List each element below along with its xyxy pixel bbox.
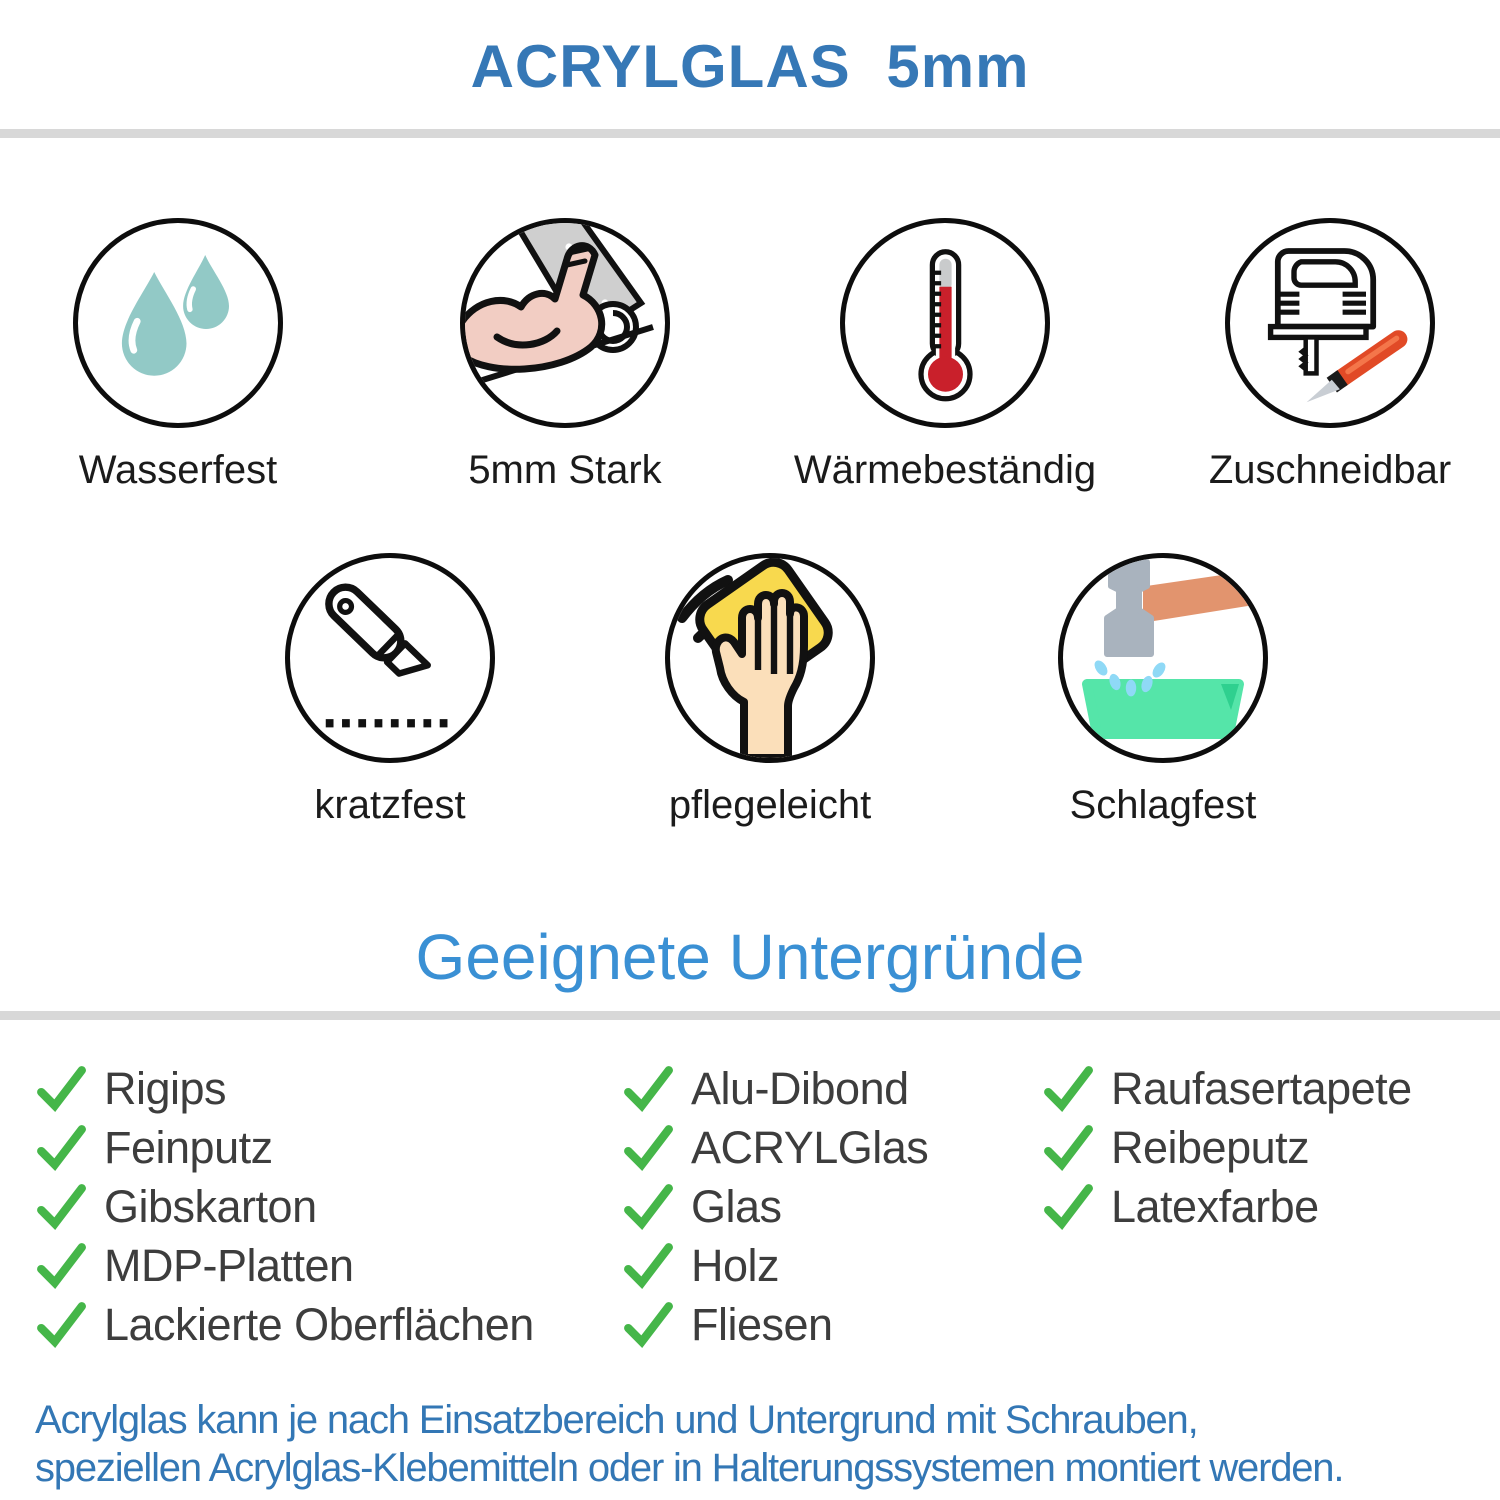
feature-label: Schlagfest <box>1069 783 1257 827</box>
check-icon <box>35 1181 87 1233</box>
list-item-label: Fliesen <box>691 1298 833 1350</box>
jigsaw-cutter-icon <box>1225 218 1435 428</box>
feature-label: Zuschneidbar <box>1208 448 1452 492</box>
check-icon <box>1042 1063 1094 1115</box>
hammer-impact-icon <box>1058 553 1268 763</box>
list-item-label: Gibskarton <box>104 1180 317 1232</box>
utility-knife-icon <box>285 553 495 763</box>
substrates-column-1 <box>35 1062 534 1361</box>
feature-label: pflegeleicht <box>668 783 872 827</box>
substrates-column-2 <box>622 1062 929 1361</box>
list-item-label: Feinputz <box>104 1121 273 1173</box>
list-item <box>622 1239 928 1291</box>
page-title: ACRYLGLAS 5mm <box>470 33 1030 100</box>
list-item-label: Glas <box>691 1180 782 1232</box>
divider-middle <box>0 1011 1500 1020</box>
list-item-label: MDP-Platten <box>104 1239 354 1291</box>
check-icon <box>622 1063 674 1115</box>
list-item <box>1042 1121 1412 1173</box>
section-title: Geeignete Untergründe <box>415 921 1085 993</box>
feature-label: kratzfest <box>314 783 466 827</box>
footer-note <box>35 1396 1343 1492</box>
list-item <box>1042 1062 1412 1114</box>
check-icon <box>622 1181 674 1233</box>
check-icon <box>622 1240 674 1292</box>
footer-line-2: speziellen Acrylglas-Klebemitteln oder in Halterungssystemen montiert werden. <box>35 1446 1344 1490</box>
check-icon <box>35 1299 87 1351</box>
check-icon <box>35 1063 87 1115</box>
list-item-label: Raufasertapete <box>1111 1062 1412 1114</box>
feature-zuschneidbar <box>1170 218 1490 493</box>
feature-waermebestaendig <box>785 218 1105 493</box>
check-icon <box>1042 1122 1094 1174</box>
list-item <box>622 1180 928 1232</box>
list-item <box>35 1121 534 1173</box>
list-item <box>622 1062 928 1114</box>
feature-5mm-stark <box>405 218 725 493</box>
list-item <box>35 1062 534 1114</box>
check-icon <box>1042 1181 1094 1233</box>
check-icon <box>35 1122 87 1174</box>
feature-wasserfest <box>18 218 338 493</box>
list-item <box>622 1121 929 1173</box>
feature-label: Wasserfest <box>78 448 278 492</box>
list-item-label: ACRYLGlas <box>691 1121 929 1173</box>
divider-top <box>0 129 1500 138</box>
list-item <box>622 1298 928 1350</box>
substrates-column-3 <box>1042 1062 1412 1243</box>
list-item-label: Reibeputz <box>1111 1121 1310 1173</box>
list-item-label: Lackierte Oberflächen <box>104 1298 534 1350</box>
feature-label: Wärmebeständig <box>793 448 1097 492</box>
feature-pflegeleicht <box>610 553 930 828</box>
thermometer-icon <box>840 218 1050 428</box>
list-item-label: Latexfarbe <box>1111 1180 1319 1232</box>
list-item-label: Holz <box>691 1239 780 1291</box>
feature-kratzfest <box>230 553 550 828</box>
list-item-label: Alu-Dibond <box>691 1062 909 1114</box>
footer-line-1: Acrylglas kann je nach Einsatzbereich und Untergrund mit Schrauben, <box>35 1398 1198 1442</box>
list-item <box>35 1239 534 1291</box>
list-item <box>35 1180 534 1232</box>
wiping-hand-icon <box>665 553 875 763</box>
list-item-label: Rigips <box>104 1062 227 1114</box>
check-icon <box>622 1122 674 1174</box>
water-drops-icon <box>73 218 283 428</box>
feature-label: 5mm Stark <box>468 448 662 492</box>
list-item <box>1042 1180 1412 1232</box>
list-item <box>35 1298 534 1350</box>
check-icon <box>622 1299 674 1351</box>
check-icon <box>35 1240 87 1292</box>
muscle-arm-roll-icon <box>460 218 670 428</box>
feature-schlagfest <box>1003 553 1323 828</box>
